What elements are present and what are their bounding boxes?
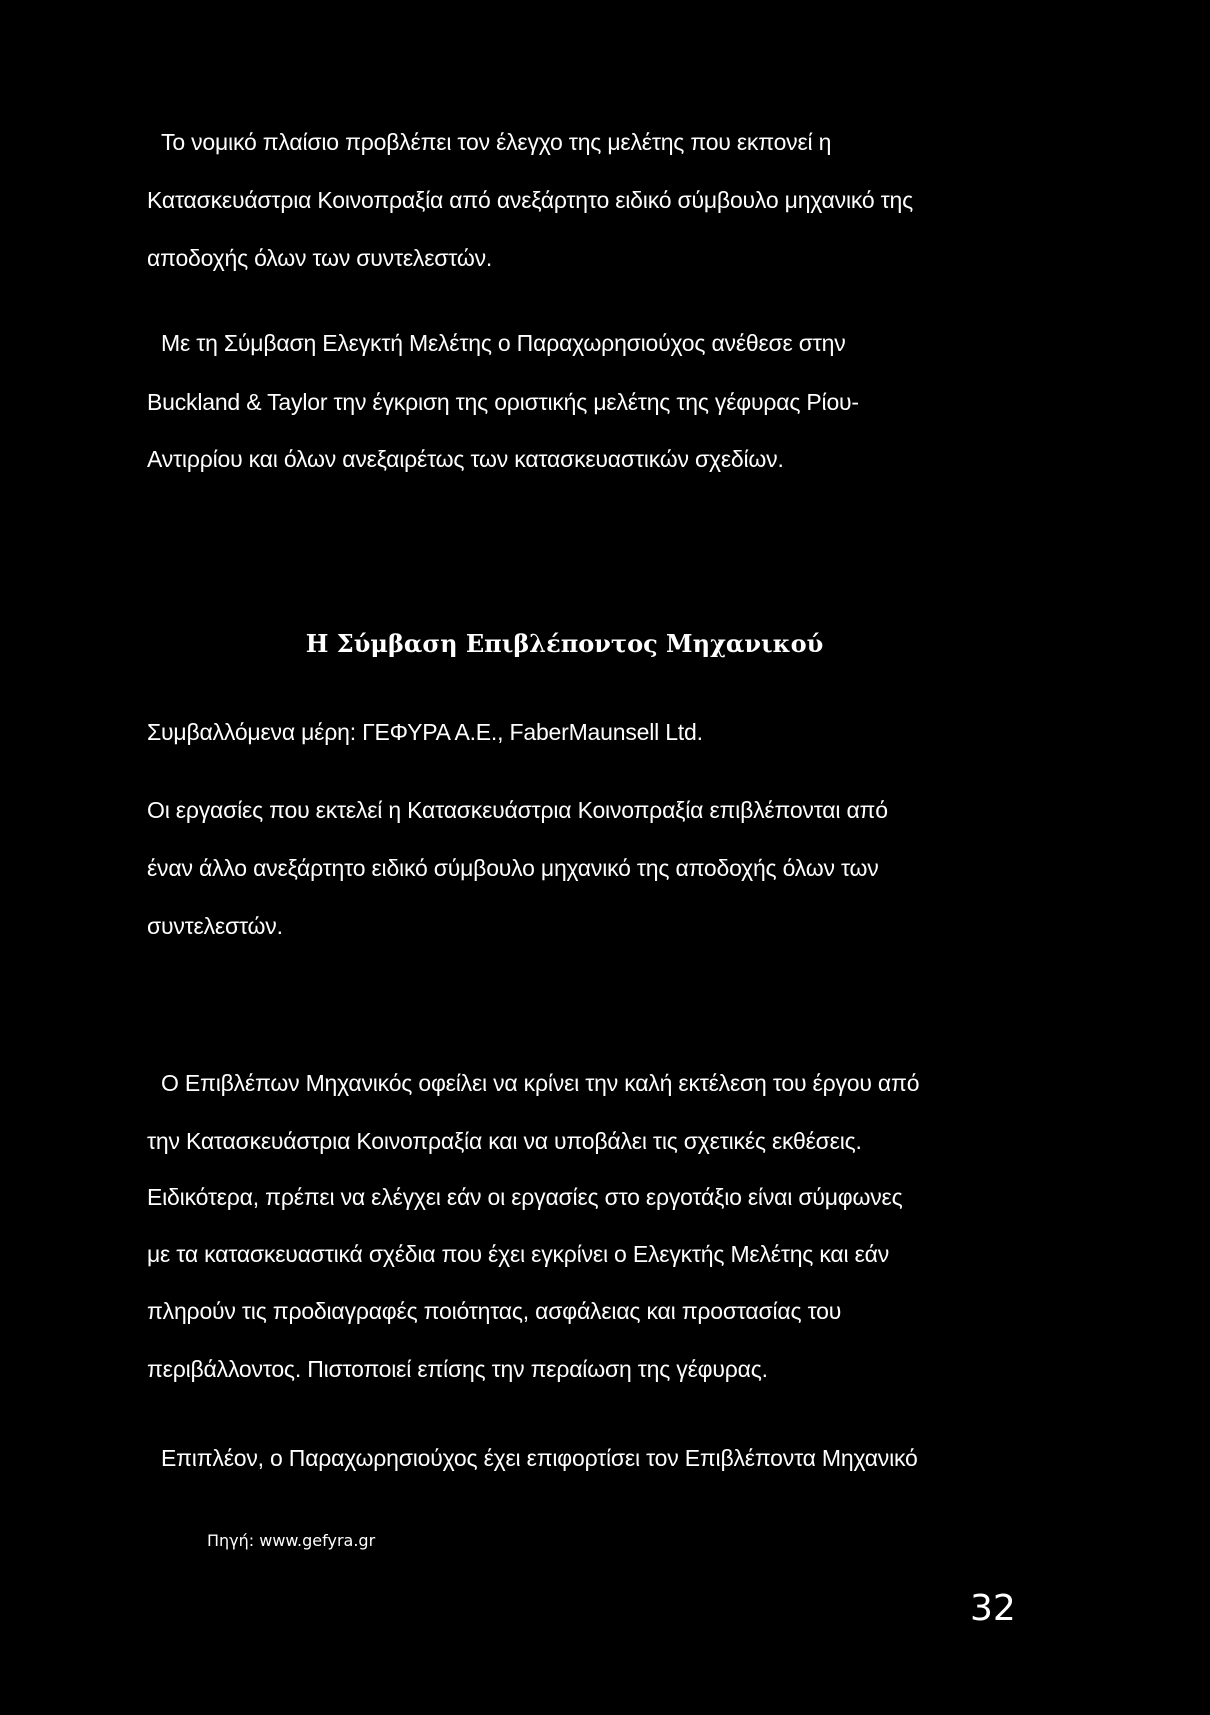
section-heading: Η Σύμβαση Επιβλέποντος Μηχανικού (305, 629, 824, 658)
paragraph-5-line-1: Επιπλέον, ο Παραχωρησιούχος έχει επιφορτίσει τον Επιβλέποντα Μηχανικό (161, 1445, 918, 1471)
paragraph-4-line-1: Ο Επιβλέπων Μηχανικός οφείλει να κρίνει την καλή εκτέλεση του έργου από (161, 1070, 920, 1096)
paragraph-2-line-1: Με τη Σύμβαση Ελεγκτή Μελέτης ο Παραχωρησιούχος ανέθεσε στην (161, 330, 846, 356)
paragraph-4-line-3: Ειδικότερα, πρέπει να ελέγχει εάν οι εργασίες στο εργοτάξιο είναι σύμφωνες (147, 1184, 903, 1210)
paragraph-1-line-1: Το νομικό πλαίσιο προβλέπει τον έλεγχο της μελέτης που εκπονεί η (161, 129, 832, 155)
paragraph-1-line-2: Κατασκευάστρια Κοινοπραξία από ανεξάρτητο ειδικό σύμβουλο μηχανικό της (147, 187, 914, 213)
paragraph-1-line-3: αποδοχής όλων των συντελεστών. (147, 245, 493, 271)
paragraph-2-line-2: Buckland & Taylor την έγκριση της οριστικής μελέτης της γέφυρας Ρίου- (147, 389, 859, 415)
page-number: 32 (970, 1588, 1016, 1629)
paragraph-4-line-2: την Κατασκευάστρια Κοινοπραξία και να υποβάλει τις σχετικές εκθέσεις. (147, 1128, 862, 1154)
paragraph-2-line-3: Αντιρρίου και όλων ανεξαιρέτως των κατασκευαστικών σχεδίων. (147, 446, 784, 472)
paragraph-3-line-1: Οι εργασίες που εκτελεί η Κατασκευάστρια Κοινοπραξία επιβλέπονται από (147, 797, 888, 823)
paragraph-3-line-3: συντελεστών. (147, 913, 283, 939)
paragraph-4-line-5: πληρούν τις προδιαγραφές ποιότητας, ασφάλειας και προστασίας του (147, 1298, 842, 1324)
paragraph-4-line-4: με τα κατασκευαστικά σχέδια που έχει εγκρίνει ο Ελεγκτής Μελέτης και εάν (147, 1241, 890, 1267)
paragraph-4-line-6: περιβάλλοντος. Πιστοποιεί επίσης την περαίωση της γέφυρας. (147, 1356, 768, 1382)
contracting-parties: Συμβαλλόμενα μέρη: ΓΕΦΥΡΑ Α.Ε., FaberMaunsell Ltd. (147, 719, 703, 745)
paragraph-3-line-2: έναν άλλο ανεξάρτητο ειδικό σύμβουλο μηχανικό της αποδοχής όλων των (147, 855, 879, 881)
source-caption: Πηγή: www.gefyra.gr (207, 1531, 376, 1550)
